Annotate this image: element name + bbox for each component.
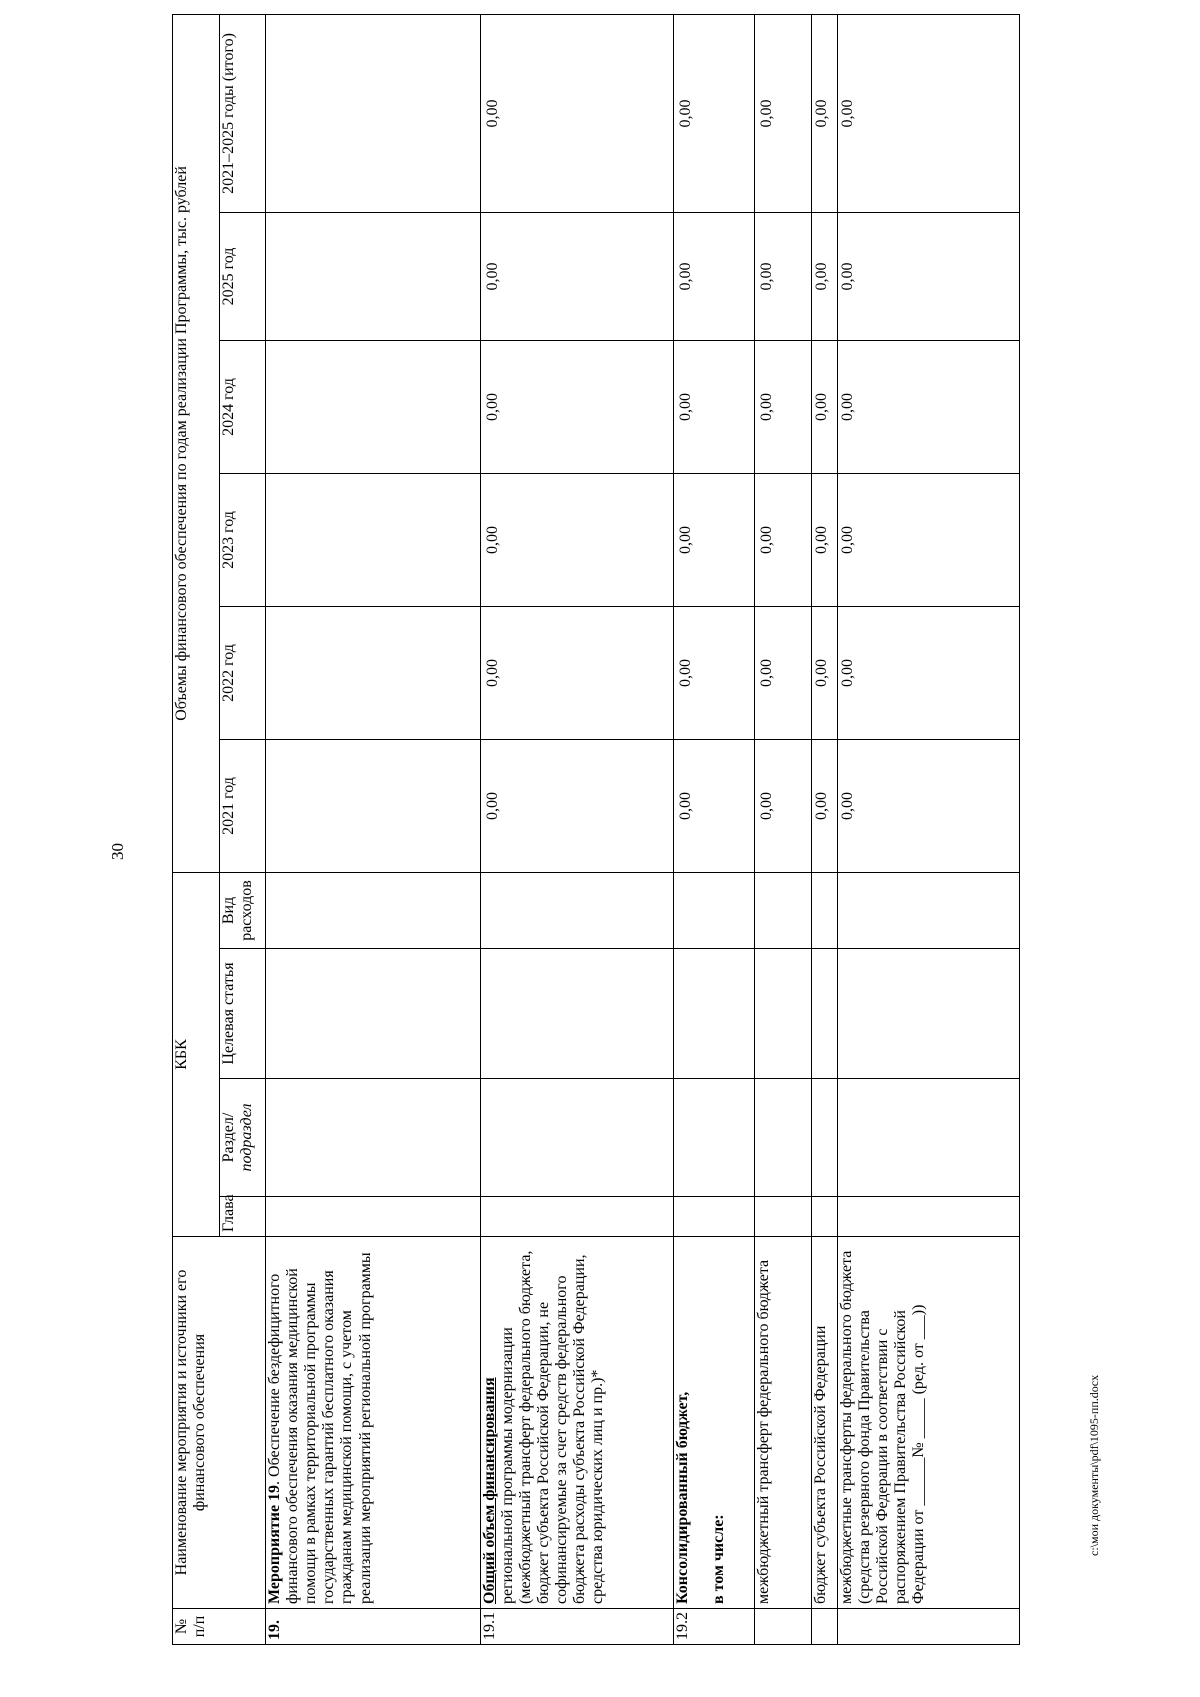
header-2022: 2022 год (220, 606, 266, 739)
row-name: бюджет субъекта Российской Федерации (811, 1237, 837, 1609)
table-row (673, 14, 754, 1644)
cell-2022: 0,00 (838, 606, 1020, 739)
cell-2025: 0,00 (811, 212, 837, 340)
cell-total: 0,00 (754, 14, 811, 212)
row-name-text: . Обеспечение бездефицитного финансового обеспечения оказания медицинской помощи в рамках территориальной программы государственных гарантий бесплатного оказания гражданам медицинской помощи, с учетом реализации мероприятий региональной программы (266, 1252, 374, 1604)
header-podrazdel-label: подраздел (238, 1103, 256, 1172)
row-name (266, 1237, 481, 1609)
row-name: межбюджетный трансферт федерального бюджета (754, 1237, 811, 1609)
cell-2024: 0,00 (838, 340, 1020, 473)
cell-total: 0,00 (838, 14, 1020, 212)
row-num (838, 1609, 1020, 1645)
cell-2025: 0,00 (480, 212, 673, 340)
header-2023: 2023 год (220, 473, 266, 606)
header-celevaya: Целевая статья (220, 949, 266, 1079)
page-number: 30 (108, 843, 127, 860)
table-row (838, 14, 1020, 1644)
cell-2021 (266, 739, 481, 872)
cell-2021: 0,00 (811, 739, 837, 872)
cell-2023: 0,00 (838, 473, 1020, 606)
financing-table-rotated (172, 33, 1020, 1645)
row-num: 19.2 (673, 1609, 754, 1645)
header-vid: Вид расходов (220, 872, 266, 948)
header-2025: 2025 год (220, 212, 266, 340)
row-name-bold: Общий объем финансирования (480, 1377, 498, 1604)
header-total: 2021–2025 годы (итого) (220, 14, 266, 212)
header-row-1 (173, 14, 220, 1644)
cell-2021: 0,00 (480, 739, 673, 872)
footer-file-path: c:\мои документы\pdf\1095-пп.docx (1087, 1374, 1101, 1556)
cell-2023: 0,00 (480, 473, 673, 606)
header-volumes: Объемы финансового обеспечения по годам реализации Программы, тыс. рублей (173, 14, 220, 872)
cell-2022: 0,00 (480, 606, 673, 739)
cell-2022 (266, 606, 481, 739)
cell-2023: 0,00 (754, 473, 811, 606)
header-glava: Глава (220, 1197, 266, 1237)
row-num: 19.1 (480, 1609, 673, 1645)
header-2024: 2024 год (220, 340, 266, 473)
table-row (480, 14, 673, 1644)
row-name (673, 1237, 754, 1609)
cell-2022: 0,00 (811, 606, 837, 739)
row-name (480, 1237, 673, 1609)
cell-total (266, 14, 481, 212)
table-row (754, 14, 811, 1644)
cell-2022: 0,00 (754, 606, 811, 739)
row-num (811, 1609, 837, 1645)
cell-2025: 0,00 (838, 212, 1020, 340)
cell-2024: 0,00 (480, 340, 673, 473)
header-2021: 2021 год (220, 739, 266, 872)
financing-table (172, 14, 1020, 1645)
table-row (266, 14, 481, 1644)
cell-2025: 0,00 (673, 212, 754, 340)
cell-total: 0,00 (480, 14, 673, 212)
cell-2024: 0,00 (754, 340, 811, 473)
header-razdel (220, 1079, 266, 1197)
cell-total: 0,00 (673, 14, 754, 212)
cell-2025: 0,00 (754, 212, 811, 340)
row-name-text: в том числе: (709, 1514, 727, 1604)
row-name-bold: Мероприятие 19 (266, 1484, 284, 1604)
cell-2021: 0,00 (754, 739, 811, 872)
cell-2023: 0,00 (811, 473, 837, 606)
header-num: № п/п (173, 1609, 266, 1645)
cell-2023 (266, 473, 481, 606)
cell-total: 0,00 (811, 14, 837, 212)
cell-2025 (266, 212, 481, 340)
cell-2023: 0,00 (673, 473, 754, 606)
header-kbk: КБК (173, 872, 220, 1236)
cell-2024 (266, 340, 481, 473)
table-row (811, 14, 837, 1644)
header-name: Наименование мероприятия и источники его финансового обеспечения (173, 1237, 266, 1609)
cell-2024: 0,00 (811, 340, 837, 473)
row-name: межбюджетные трансферты федерального бюджета (средства резервного фонда Правительства Российской Федерации в соответствии с распоряжением Правительства Российской Федерации от ______№ _____ (ред. от ___)) (838, 1237, 1020, 1609)
cell-2024: 0,00 (673, 340, 754, 473)
row-name-text: региональной программы модернизации (межбюджетный трансферт федерального бюджета, бюджет субъекта Российской Федерации, не софинансируемые за счет средств федерального бюджета расходы субъекта Российской Федерации, средства юридических лиц и пр.)* (498, 1250, 607, 1604)
cell-2021: 0,00 (838, 739, 1020, 872)
row-num (754, 1609, 811, 1645)
header-razdel-label: Раздел/ (220, 1112, 238, 1163)
row-num: 19. (266, 1609, 481, 1645)
row-name-bold: Консолидированный бюджет, (673, 1391, 691, 1604)
cell-2022: 0,00 (673, 606, 754, 739)
cell-2021: 0,00 (673, 739, 754, 872)
